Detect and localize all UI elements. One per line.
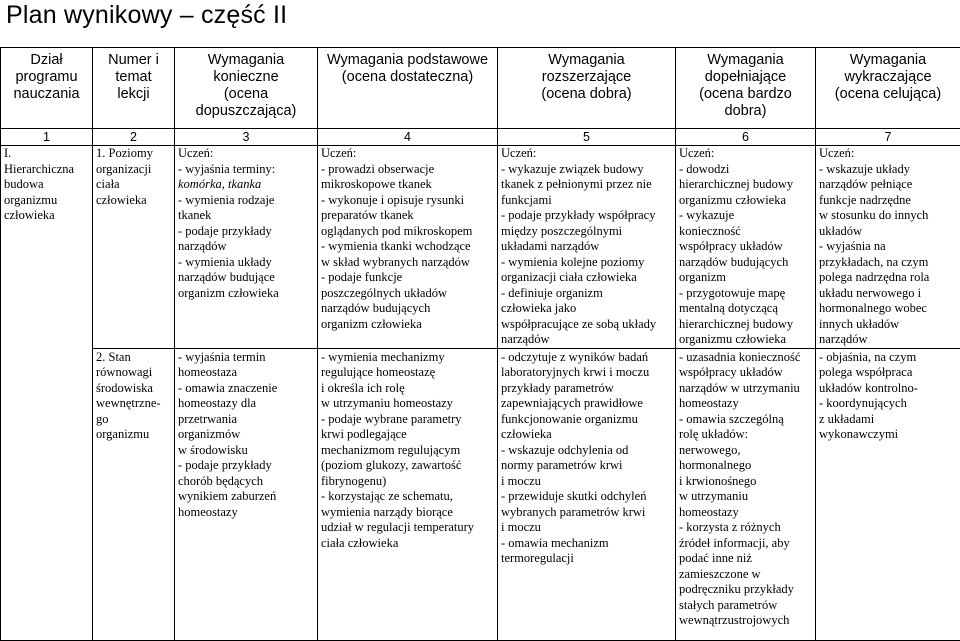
text-line: hierarchicznej budowy xyxy=(679,317,812,333)
text-line: - definiuje organizm xyxy=(501,286,672,302)
text-line: podręczniku przykłady xyxy=(679,582,812,598)
text-line: współpracujące ze sobą układy xyxy=(501,317,672,333)
header-cell xyxy=(816,48,960,129)
text-line: - korzysta z różnych xyxy=(679,520,812,536)
text-line: wybranych parametrów krwi xyxy=(501,505,672,521)
text-line: - wymienia tkanki wchodzące xyxy=(321,239,494,255)
department-cell xyxy=(1,146,93,641)
text-line: - wyjaśnia terminy: xyxy=(178,162,314,178)
podstawowe-cell xyxy=(318,348,498,640)
text-line: człowieka xyxy=(96,193,171,209)
text-line: - korzystając ze schematu, xyxy=(321,489,494,505)
text-line: mechanizmom regulującym xyxy=(321,443,494,459)
text-line: homeostazy dla xyxy=(178,396,314,412)
text-line: i krwionośnego xyxy=(679,474,812,490)
text-line: temat xyxy=(96,69,171,86)
text-line: - wyjaśnia na xyxy=(819,239,957,255)
text-line: Wymagania xyxy=(679,52,812,69)
text-line: poszczególnych układów xyxy=(321,286,494,302)
text-line: fibrynogenu) xyxy=(321,474,494,490)
text-line: krwi podlegające xyxy=(321,427,494,443)
konieczne-cell xyxy=(175,348,318,640)
text-line: między poszczególnymi xyxy=(501,224,672,240)
text-line: wymienia narządy biorące xyxy=(321,505,494,521)
text-line: Hierarchiczna xyxy=(4,162,89,178)
text-line: przetrwania xyxy=(178,412,314,428)
lesson-topic-cell xyxy=(93,146,175,349)
column-number: 2 xyxy=(93,129,175,146)
text-line: funkcjami xyxy=(501,193,672,209)
text-line: organizmu xyxy=(96,427,171,443)
text-line: narządów w utrzymaniu xyxy=(679,381,812,397)
text-line: (ocena bardzo xyxy=(679,86,812,103)
text-line: Uczeń: xyxy=(501,146,672,162)
text-line: I. xyxy=(4,146,89,162)
column-number: 6 xyxy=(676,129,816,146)
text-line: organizm xyxy=(679,270,812,286)
text-line: konieczne xyxy=(178,69,314,86)
text-line: źródeł informacji, aby xyxy=(679,536,812,552)
text-line: laboratoryjnych krwi i moczu xyxy=(501,365,672,381)
text-line: podać inne niż xyxy=(679,551,812,567)
text-line: - omawia znaczenie xyxy=(178,381,314,397)
text-line: człowieka jako xyxy=(501,301,672,317)
text-line: człowieka xyxy=(501,427,672,443)
text-line: Dział xyxy=(4,52,89,69)
text-line: rozszerzające xyxy=(501,69,672,86)
text-line: - omawia mechanizm xyxy=(501,536,672,552)
text-line: konieczność xyxy=(679,224,812,240)
text-line: i określa ich rolę xyxy=(321,381,494,397)
text-line: przykładach, na czym xyxy=(819,255,957,271)
text-line: - omawia szczególną xyxy=(679,412,812,428)
text-line: narządów xyxy=(819,332,957,348)
lesson-topic-cell xyxy=(93,348,175,640)
text-line: układów kontrolno- xyxy=(819,381,957,397)
text-line: wynikiem zaburzeń xyxy=(178,489,314,505)
text-line: narządów budujących xyxy=(321,301,494,317)
text-line: Wymagania xyxy=(819,52,957,69)
text-line: hormonalnego wobec xyxy=(819,301,957,317)
text-line: ciała człowieka xyxy=(321,536,494,552)
text-line: polega współpraca xyxy=(819,365,957,381)
text-line: (ocena xyxy=(178,86,314,103)
text-line: w stosunku do innych xyxy=(819,208,957,224)
text-line: - wykazuje xyxy=(679,208,812,224)
text-line: i moczu xyxy=(501,474,672,490)
text-line: - uzasadnia konieczność xyxy=(679,350,812,366)
text-line: lekcji xyxy=(96,86,171,103)
text-line: funkcjonowanie organizmu xyxy=(501,412,672,428)
text-line: Uczeń: xyxy=(178,146,314,162)
text-line: nerwowego, xyxy=(679,443,812,459)
text-line: - wskazuje odchylenia od xyxy=(501,443,672,459)
header-cell xyxy=(498,48,676,129)
text-line: - prowadzi obserwacje xyxy=(321,162,494,178)
text-line: - wyjaśnia termin xyxy=(178,350,314,366)
text-line: - podaje funkcje xyxy=(321,270,494,286)
text-line: i moczu xyxy=(501,520,672,536)
text-line: człowieka xyxy=(4,208,89,224)
text-line: go xyxy=(96,412,171,428)
text-line: - wymienia rodzaje xyxy=(178,193,314,209)
column-number: 5 xyxy=(498,129,676,146)
text-line: nauczania xyxy=(4,86,89,103)
text-line: mentalną dotyczącą xyxy=(679,301,812,317)
text-line: zapewniających prawidłowe xyxy=(501,396,672,412)
text-line: narządów budujących xyxy=(679,255,812,271)
column-number: 3 xyxy=(175,129,318,146)
column-number: 1 xyxy=(1,129,93,146)
text-line: homeostazy xyxy=(679,505,812,521)
text-line: mikroskopowe tkanek xyxy=(321,177,494,193)
column-number: 7 xyxy=(816,129,960,146)
text-line: układów xyxy=(819,224,957,240)
text-line: Uczeń: xyxy=(679,146,812,162)
text-line: wewnętrzne- xyxy=(96,396,171,412)
header-cell xyxy=(93,48,175,129)
header-cell xyxy=(1,48,93,129)
text-line: innych układów xyxy=(819,317,957,333)
text-line: stałych parametrów xyxy=(679,598,812,614)
text-line: organizm człowieka xyxy=(321,317,494,333)
text-line: preparatów tkanek xyxy=(321,208,494,224)
text-line: organizmu xyxy=(4,193,89,209)
text-line: homeostaza xyxy=(178,365,314,381)
text-line: wykonawczymi xyxy=(819,427,957,443)
text-line: (ocena dostateczna) xyxy=(321,69,494,86)
text-line: z układami xyxy=(819,412,957,428)
rozszerzajace-cell xyxy=(498,348,676,640)
header-cell xyxy=(175,48,318,129)
text-line: (poziom glukozy, zawartość xyxy=(321,458,494,474)
text-line: współpracy układów xyxy=(679,365,812,381)
text-line: Uczeń: xyxy=(819,146,957,162)
text-line: - wymienia mechanizmy xyxy=(321,350,494,366)
text-line: hierarchicznej budowy xyxy=(679,177,812,193)
text-line: Wymagania podstawowe xyxy=(321,52,494,69)
text-line: Wymagania xyxy=(501,52,672,69)
text-line: - wymienia kolejne poziomy xyxy=(501,255,672,271)
text-line: w utrzymaniu xyxy=(679,489,812,505)
text-line: - wykonuje i opisuje rysunki xyxy=(321,193,494,209)
rozszerzajace-cell xyxy=(498,146,676,349)
text-line: normy parametrów krwi xyxy=(501,458,672,474)
header-cell xyxy=(676,48,816,129)
text-line: Numer i xyxy=(96,52,171,69)
lesson-row xyxy=(1,348,960,640)
text-line: polega nadrzędna rola xyxy=(819,270,957,286)
text-line: wewnątrzustrojowych xyxy=(679,613,812,629)
text-line: - dowodzi xyxy=(679,162,812,178)
text-line: oglądanych pod mikroskopem xyxy=(321,224,494,240)
header-cell xyxy=(318,48,498,129)
text-line: organizacji xyxy=(96,162,171,178)
text-line: Uczeń: xyxy=(321,146,494,162)
text-line: homeostazy xyxy=(178,505,314,521)
text-line: zamieszczone w xyxy=(679,567,812,583)
text-line: udział w regulacji temperatury xyxy=(321,520,494,536)
page-title: Plan wynikowy – część II xyxy=(6,0,287,30)
text-line: środowiska xyxy=(96,381,171,397)
text-line: - podaje przykłady xyxy=(178,224,314,240)
text-line: układami narządów xyxy=(501,239,672,255)
text-line: - objaśnia, na czym xyxy=(819,350,957,366)
lesson-row xyxy=(1,146,960,349)
dopelniajace-cell xyxy=(676,348,816,640)
text-line: - odczytuje z wyników badań xyxy=(501,350,672,366)
text-line: tkanek z pełnionymi przez nie xyxy=(501,177,672,193)
header-row xyxy=(1,48,960,129)
text-line: chorób będących xyxy=(178,474,314,490)
text-line: (ocena celująca) xyxy=(819,86,957,103)
text-line: organizmu człowieka xyxy=(679,332,812,348)
text-line: regulujące homeostazę xyxy=(321,365,494,381)
text-line: wykraczające xyxy=(819,69,957,86)
text-line: - wskazuje układy xyxy=(819,162,957,178)
text-line: - podaje wybrane parametry xyxy=(321,412,494,428)
text-line: budowa xyxy=(4,177,89,193)
text-line: narządów pełniące xyxy=(819,177,957,193)
text-line: dopełniające xyxy=(679,69,812,86)
text-line: komórka, tkanka xyxy=(178,177,314,193)
text-line: organizacji ciała człowieka xyxy=(501,270,672,286)
text-line: ciała xyxy=(96,177,171,193)
wykraczajace-cell xyxy=(816,146,960,349)
podstawowe-cell xyxy=(318,146,498,349)
text-line: rolę układów: xyxy=(679,427,812,443)
text-line: narządów budujące xyxy=(178,270,314,286)
text-line: Wymagania xyxy=(178,52,314,69)
text-line: programu xyxy=(4,69,89,86)
text-line: homeostazy xyxy=(679,396,812,412)
dopelniajace-cell xyxy=(676,146,816,349)
requirements-table xyxy=(0,47,960,641)
text-line: w skład wybranych narządów xyxy=(321,255,494,271)
text-line: organizmów xyxy=(178,427,314,443)
text-line: układu nerwowego i xyxy=(819,286,957,302)
text-line: funkcje nadrzędne xyxy=(819,193,957,209)
text-line: (ocena dobra) xyxy=(501,86,672,103)
text-line: równowagi xyxy=(96,365,171,381)
text-line: narządów xyxy=(178,239,314,255)
text-line: organizmu człowieka xyxy=(679,193,812,209)
text-line: dopuszczająca) xyxy=(178,103,314,120)
text-line: przykłady parametrów xyxy=(501,381,672,397)
text-line: - przygotowuje mapę xyxy=(679,286,812,302)
text-line: - przewiduje skutki odchyleń xyxy=(501,489,672,505)
text-line: termoregulacji xyxy=(501,551,672,567)
text-line: organizm człowieka xyxy=(178,286,314,302)
text-line: - wykazuje związek budowy xyxy=(501,162,672,178)
konieczne-cell xyxy=(175,146,318,349)
text-line: tkanek xyxy=(178,208,314,224)
text-line: w utrzymaniu homeostazy xyxy=(321,396,494,412)
text-line: - koordynujących xyxy=(819,396,957,412)
column-number: 4 xyxy=(318,129,498,146)
text-line: 1. Poziomy xyxy=(96,146,171,162)
text-line: dobra) xyxy=(679,103,812,120)
text-line: współpracy układów xyxy=(679,239,812,255)
text-line: narządów xyxy=(501,332,672,348)
text-line: - podaje przykłady xyxy=(178,458,314,474)
text-line: w środowisku xyxy=(178,443,314,459)
column-number-row xyxy=(1,129,960,146)
wykraczajace-cell xyxy=(816,348,960,640)
text-line: 2. Stan xyxy=(96,350,171,366)
text-line: - wymienia układy xyxy=(178,255,314,271)
text-line: hormonalnego xyxy=(679,458,812,474)
text-line: - podaje przykłady współpracy xyxy=(501,208,672,224)
